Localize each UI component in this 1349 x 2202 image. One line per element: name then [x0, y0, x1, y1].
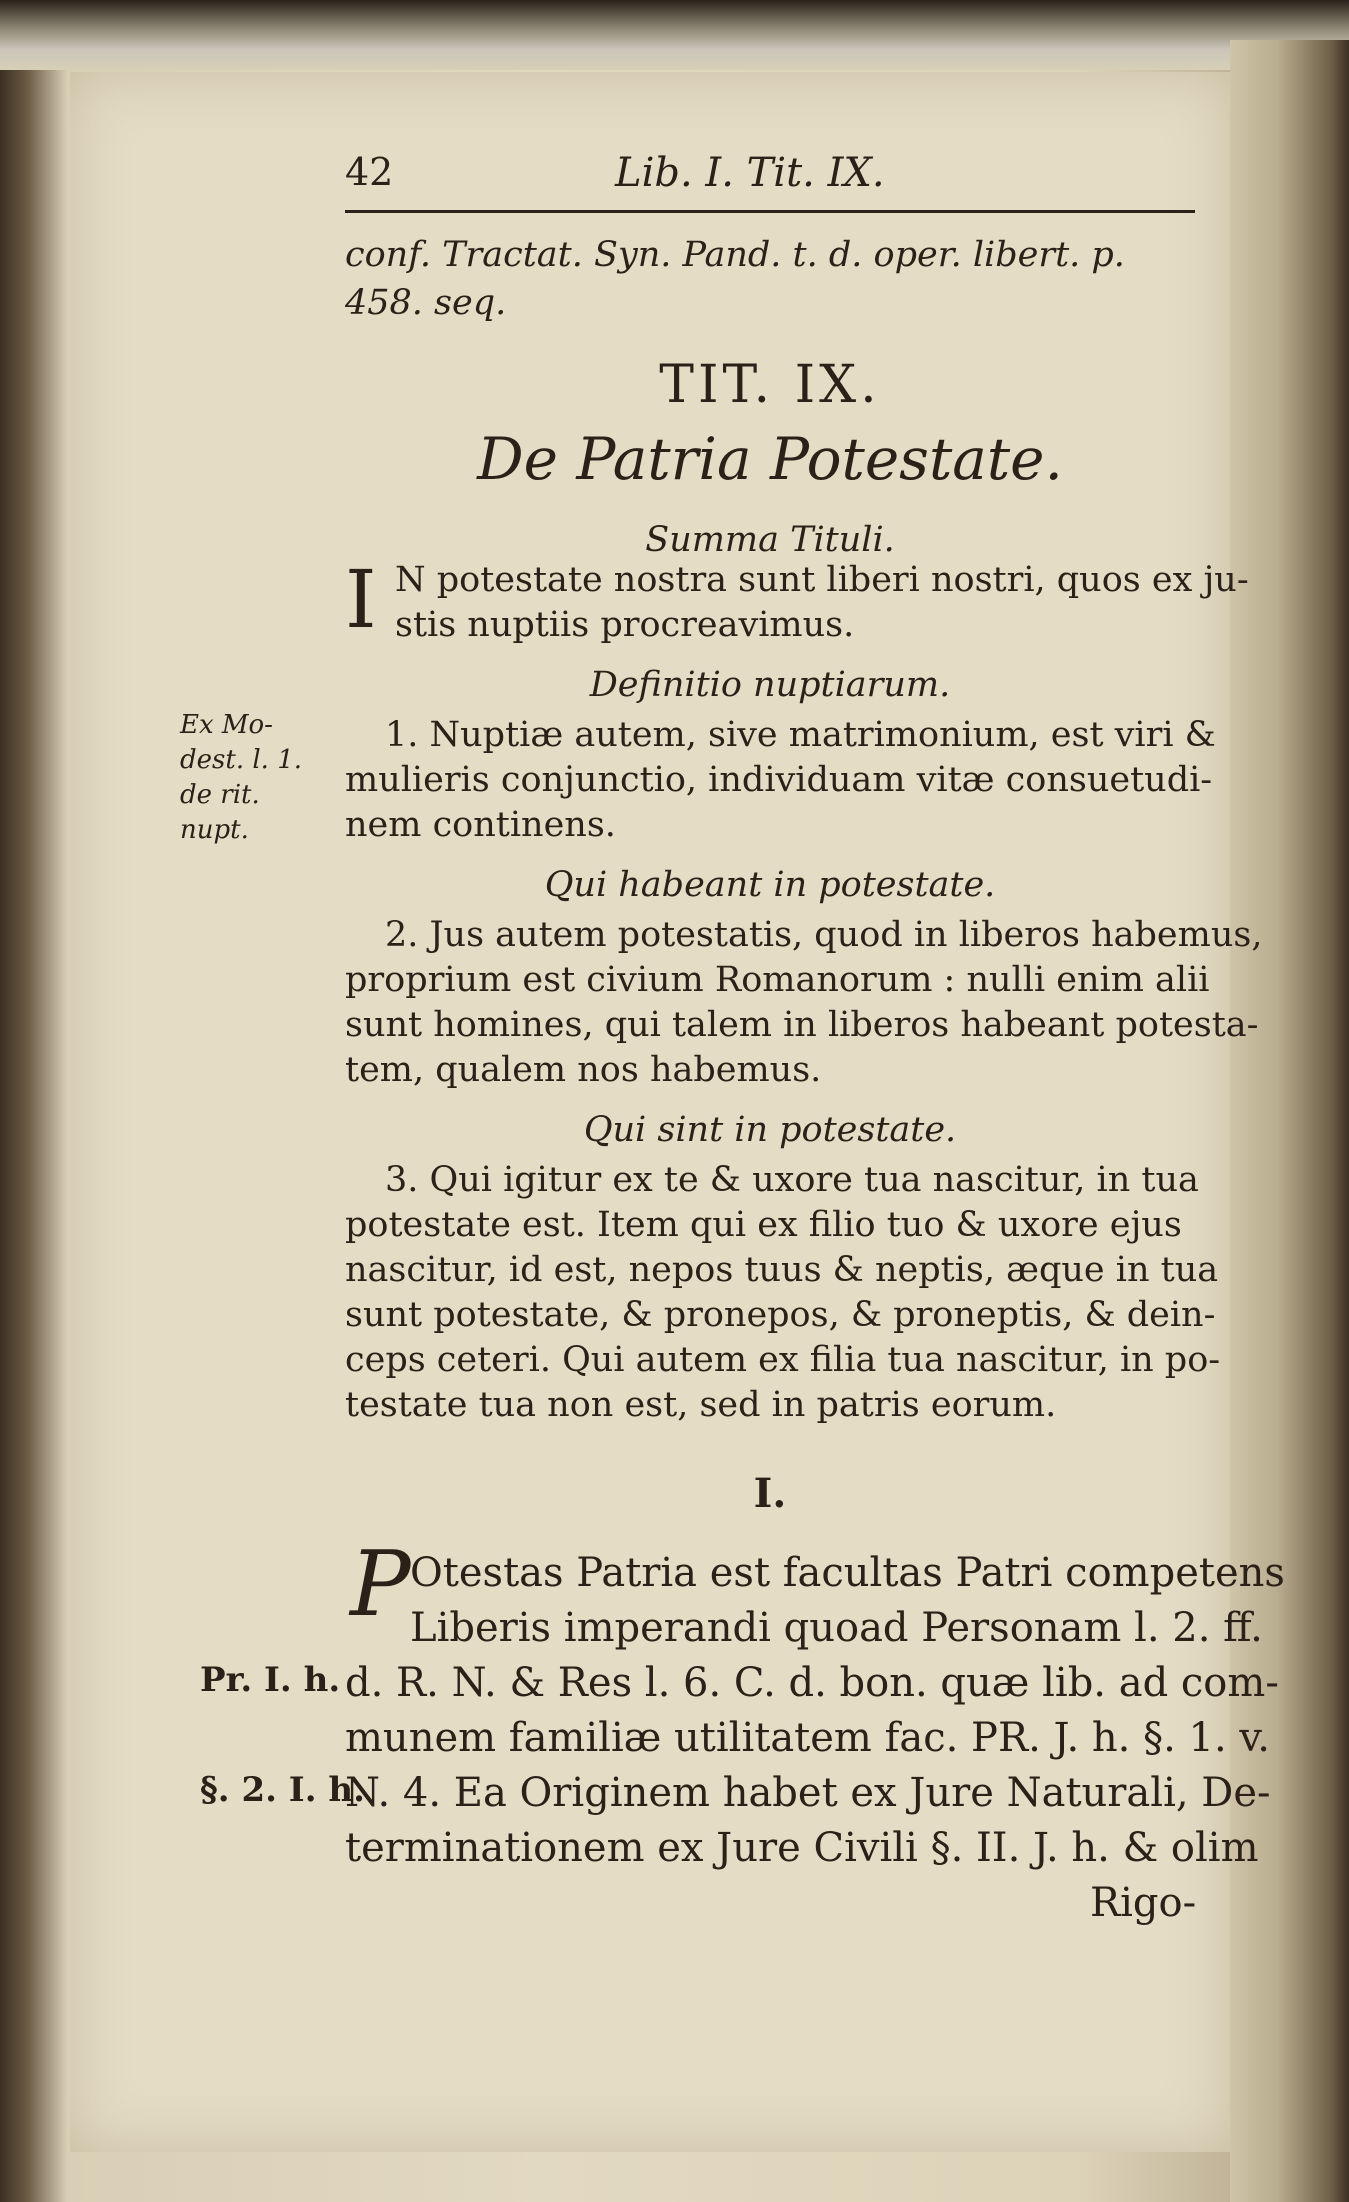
text-line: terminationem ex Jure Civili §. II. J. h. & olim [345, 1825, 1259, 1871]
margin-note: de rit. [180, 780, 260, 810]
text-line: 1. Nuptiæ autem, sive matrimonium, est viri & [385, 715, 1216, 755]
running-title: Lib. I. Tit. IX. [615, 150, 885, 196]
drop-capital: I [345, 553, 377, 646]
catchword: Rigo- [1090, 1880, 1197, 1926]
page-number: 42 [345, 150, 394, 194]
running-head [345, 150, 1195, 213]
text-line: proprium est civium Romanorum : nulli enim alii [345, 960, 1210, 1000]
facing-page-edge [1230, 40, 1349, 2202]
section-heading: Definitio nuptiarum. [589, 665, 951, 705]
text-line: nem continens. [345, 805, 616, 845]
section-heading: Qui sint in potestate. [583, 1110, 957, 1150]
margin-note: Ex Mo- [180, 710, 273, 740]
text-line: sunt homines, qui talem in liberos habeant potesta- [345, 1005, 1259, 1045]
text-line: N potestate nostra sunt liberi nostri, quos ex ju- [395, 560, 1249, 600]
text-line: stis nuptiis procreavimus. [395, 605, 855, 645]
text-line: N. 4. Ea Originem habet ex Jure Naturali, De- [345, 1770, 1271, 1816]
carryover-line: 458. seq. [345, 283, 507, 323]
text-line: ceps ceteri. Qui autem ex filia tua nascitur, in po- [345, 1340, 1221, 1380]
text-line: munem familiæ utilitatem fac. PR. J. h. §. 1. v. [345, 1715, 1270, 1761]
text-line: Liberis imperandi quoad Personam l. 2. ff. [410, 1605, 1263, 1651]
text-line: d. R. N. & Res l. 6. C. d. bon. quæ lib. ad com- [345, 1660, 1279, 1706]
text-line: tem, qualem nos habemus. [345, 1050, 822, 1090]
section-heading: Summa Tituli. [645, 520, 895, 560]
margin-note: dest. l. 1. [180, 745, 303, 775]
carryover-line: conf. Tractat. Syn. Pand. t. d. oper. libert. p. [345, 235, 1125, 275]
text-line: sunt potestate, & pronepos, & proneptis, & dein- [345, 1295, 1216, 1335]
book-top-edge [0, 0, 1349, 70]
margin-reference: Pr. I. h. [200, 1660, 341, 1700]
text-line: nascitur, id est, nepos tuus & neptis, æque in tua [345, 1250, 1219, 1290]
section-heading: Qui habeant in potestate. [544, 865, 996, 905]
text-line: Otestas Patria est facultas Patri competens [410, 1550, 1285, 1596]
title-number: TIT. IX. [659, 355, 881, 415]
text-line: mulieris conjunctio, individuam vitæ consuetudi- [345, 760, 1213, 800]
text-line: potestate est. Item qui ex filio tuo & uxore ejus [345, 1205, 1182, 1245]
text-line: 3. Qui igitur ex te & uxore tua nascitur, in tua [385, 1160, 1199, 1200]
margin-note: nupt. [180, 815, 249, 845]
title-subject: De Patria Potestate. [477, 425, 1063, 493]
commentary-number: I. [753, 1470, 787, 1517]
margin-reference: §. 2. I. h. [200, 1770, 365, 1810]
text-line: testate tua non est, sed in patris eorum. [345, 1385, 1057, 1425]
text-line: 2. Jus autem potestatis, quod in liberos habemus, [385, 915, 1263, 955]
drop-capital: P [350, 1532, 411, 1637]
